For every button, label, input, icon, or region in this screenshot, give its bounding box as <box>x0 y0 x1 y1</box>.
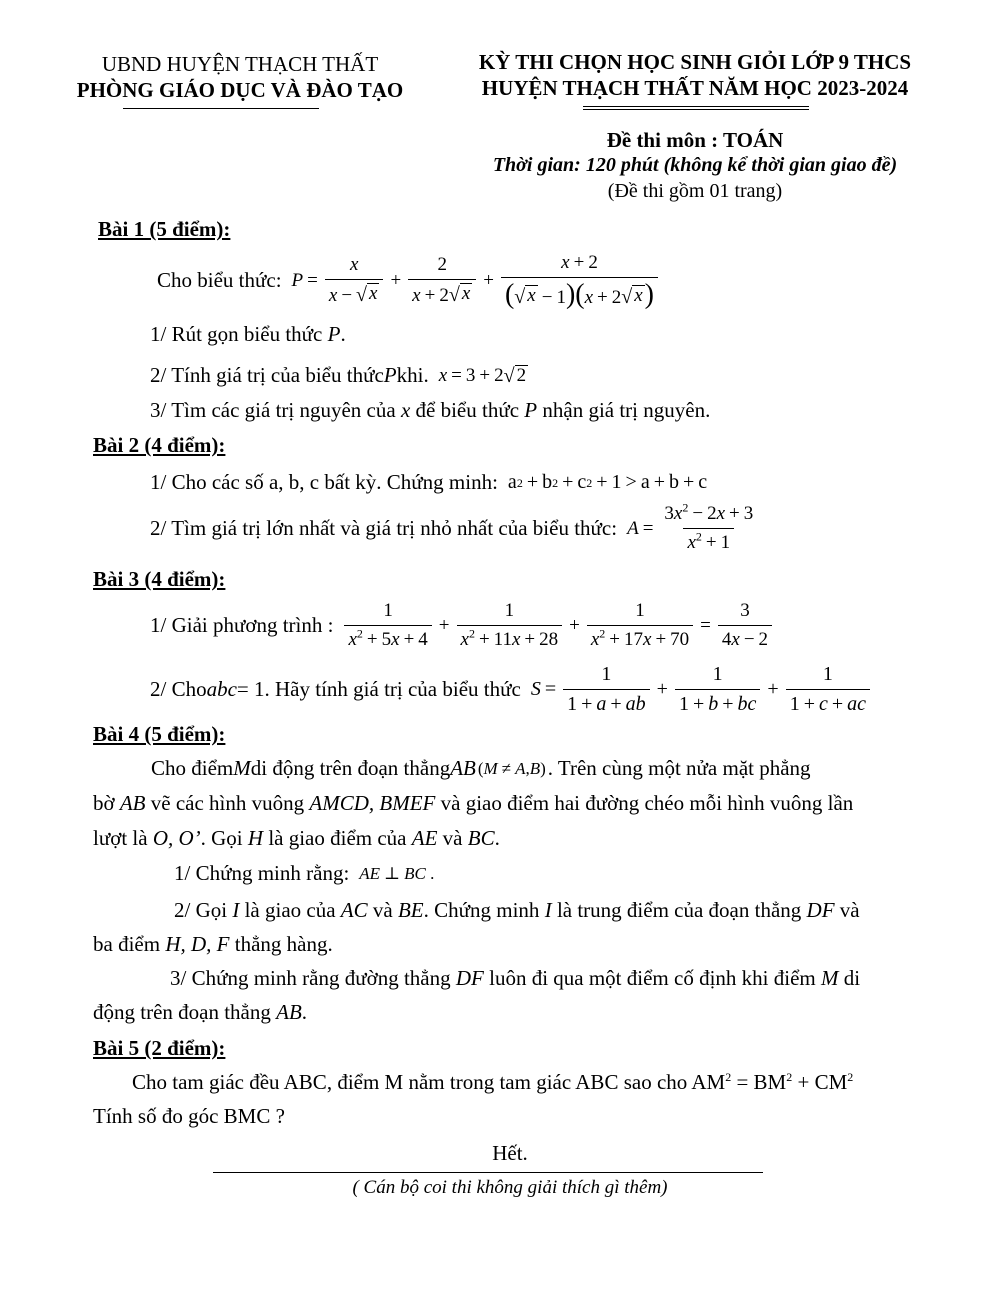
formula-A: A = $\frac{3x^2 - 2x + 3}{x^2 + 1}$ <box>627 500 754 553</box>
bai1-title: Bài 1 (5 điểm): <box>98 217 231 241</box>
title-underline-1 <box>583 106 809 107</box>
bai4-line3: lượt là O, O’. Gọi H là giao điểm của AE và BC. <box>93 826 500 850</box>
bai5-line1: Cho tam giác đều ABC, điểm M nằm trong tam giác ABC sao cho $AM^2 = BM^2 + CM^2$ <box>132 1070 854 1094</box>
bai1-intro: Cho biểu thức: <box>157 268 282 292</box>
exam-title-line2: HUYỆN THẠCH THẤT NĂM HỌC 2023-2024 <box>481 76 909 100</box>
formula-inequality: a 2 + b 2 + c 2 + 1 > a + b + c <box>507 471 708 493</box>
bai2-title: Bài 2 (4 điểm): <box>93 433 226 457</box>
bai4-line1: Cho điểm M di động trên đoạn thẳng AB ( M ≠ A , B ) . Trên cùng một nửa mặt phẳng <box>151 756 811 780</box>
title-underline-2 <box>583 109 809 110</box>
issuer-underline <box>123 108 319 109</box>
issuer-line2: PHÒNG GIÁO DỤC VÀ ĐÀO TẠO <box>76 78 404 102</box>
formula-x-value: x = 3 + 2 √ 2 <box>438 364 527 388</box>
time-line: Thời gian: 120 phút (không kể thời gian giao đề) <box>492 154 898 176</box>
formula-equation: $\frac{1}{x^2 + 5x + 4}$ + $\frac{1}{x^2 + 11x + 28}$ + $\frac{1}{x^2 + 17x + 70}$ = $\frac{3}{4x - 2}$ <box>341 600 775 651</box>
bai2-q2: 2/ Tìm giá trị lớn nhất và giá trị nhỏ nhất của biểu thức: A = $\frac{3x^2 - 2x + 3}{x^2 + 1}$ <box>150 503 760 554</box>
bai3-q1: 1/ Giải phương trình : $\frac{1}{x^2 + 5x + 4}$ + $\frac{1}{x^2 + 11x + 28}$ + $\frac{1}{x^2 + 17x + 70}$ = $\frac{3}{4x - 2}$ <box>150 600 775 651</box>
bai1-q2: 2/ Tính giá trị của biểu thức P khi. x = 3 + 2 √ 2 <box>150 363 527 388</box>
bai4-q3-line1: 3/ Chứng minh rằng đường thẳng DF luôn đi qua một điểm cố định khi điểm M di <box>170 966 861 990</box>
bai4-q2-line2: ba điểm H, D, F thẳng hàng. <box>93 932 333 956</box>
exam-title-line1: KỲ THI CHỌN HỌC SINH GIỎI LỚP 9 THCS <box>478 50 912 74</box>
formula-S: S = $\frac{1}{1 + a + ab}$ + $\frac{1}{1 + b + bc}$ + $\frac{1}{1 + c + ac}$ <box>531 663 873 716</box>
bai1-q3: 3/ Tìm các giá trị nguyên của x để biểu thức P nhận giá trị nguyên. <box>150 398 711 422</box>
bai3-title: Bài 3 (4 điểm): <box>93 567 226 591</box>
bai4-q1: 1/ Chứng minh rằng: AE ⊥ BC . <box>174 861 435 885</box>
bai4-title: Bài 4 (5 điểm): <box>93 722 226 746</box>
bai5-line2: Tính số đo góc BMC ? <box>93 1104 285 1128</box>
bai1-q1: 1/ Rút gọn biểu thức P. <box>150 322 346 346</box>
bai4-q2-line1: 2/ Gọi I là giao của AC và BE. Chứng minh I là trung điểm của đoạn thẳng DF và <box>174 898 860 922</box>
bai5-title: Bài 5 (2 điểm): <box>93 1036 226 1060</box>
footer-note: ( Cán bộ coi thi không giải thích gì thêm) <box>352 1177 668 1198</box>
bai2-q1: 1/ Cho các số a, b, c bất kỳ. Chứng minh: a 2 + b 2 + c 2 + 1 > a + b + c <box>150 470 708 494</box>
bai1-expression <box>157 252 661 309</box>
formula-P: P = x x − √ x + 2 x + 2 √ x + x + 2 ( √ x − 1)(x + 2 √ x ) <box>292 252 661 309</box>
issuer-line1: UBND HUYỆN THẠCH THẤT <box>101 52 379 76</box>
pages-line: (Đề thi gồm 01 trang) <box>607 180 783 202</box>
end-marker: Hết. <box>492 1141 528 1165</box>
bai4-q3-line2: động trên đoạn thẳng AB. <box>93 1000 308 1024</box>
footer-rule <box>213 1172 763 1173</box>
bai3-q2: 2/ Cho abc = 1. Hãy tính giá trị của biểu thức S = $\frac{1}{1 + a + ab}$ + $\frac{1}{1 + b + bc}$ + $\frac{1}{1 + c + ac}$ <box>150 663 873 716</box>
bai4-line2: bờ AB vẽ các hình vuông AMCD, BMEF và giao điểm hai đường chéo mỗi hình vuông lần <box>93 791 854 815</box>
formula-AE-perp-BC: AE ⊥ BC . <box>359 863 435 883</box>
subject-line: Đề thi môn : TOÁN <box>606 128 784 152</box>
formula-M-not-AB: ( M ≠ A , B ) <box>477 758 546 778</box>
